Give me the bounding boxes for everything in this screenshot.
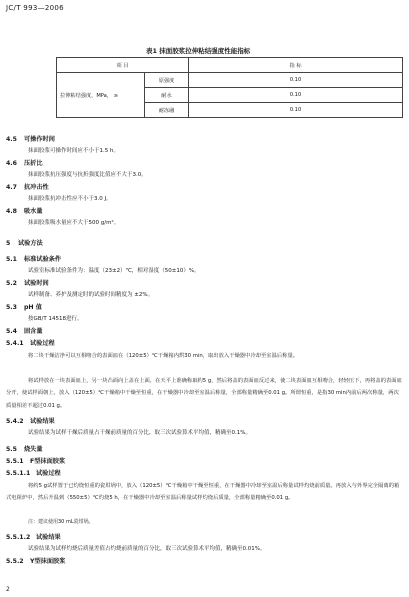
paragraph-5-4-1-b: 将试样放在一块表面皿上，另一块凸面向上盖在上面，在天平上准确称取约5 g，然后将盖的表面皿反过来，使二块表面皿互相吻合，轻轻压下，再将盖的表面皿分开，使试样面朝上，放入（120±5）℃干燥箱中干燥至恒重，在干燥器中冷却至室温后称量，全部称量精确至0.01 g。所谓恒重，是指30 min内前后两次称量，两次质量相差不超过0.01 g。 (6, 378, 402, 409)
section-heading-5-5-1-1: 5.5.1.1 试验过程 (6, 470, 61, 477)
table-cell-name: 耐冻融 (145, 103, 189, 118)
section-heading-5-5-1-2: 5.5.1.2 试验结果 (6, 534, 61, 541)
table-cell-value: 0.10 (189, 73, 403, 88)
section-body-5-1: 试验室标准试验条件为：温度（23±2）℃，相对湿度（50±10）%。 (28, 268, 200, 274)
section-body-4-5: 抹面胶浆可操作时间应不小于1.5 h。 (28, 148, 119, 154)
table-caption: 表1 抹面胶浆拉伸粘结强度性能指标 (146, 47, 251, 55)
table-header-index: 指 标 (189, 58, 403, 73)
section-heading-5-3: 5.3 pH 值 (6, 304, 42, 311)
section-heading-5-5-2: 5.5.2 Y型抹面胶浆 (6, 558, 66, 565)
table-row-label: 拉伸粘结强度，MPa， ≥ (57, 73, 145, 118)
section-heading-5-4-2: 5.4.2 试验结果 (6, 418, 55, 425)
section-heading-5-5-1: 5.5.1 F型抹面胶浆 (6, 458, 66, 465)
document-header: JC/T 993—2006 (6, 4, 64, 12)
section-heading-4-6: 4.6 压折比 (6, 160, 43, 167)
page-number: 2 (6, 586, 10, 593)
section-body-4-8: 抹面胶浆吸水量应不大于500 g/m²。 (28, 220, 120, 226)
property-table (56, 57, 403, 118)
table-header-row (57, 58, 403, 73)
section-heading-5-2: 5.2 试验时间 (6, 280, 49, 287)
table-cell-value: 0.10 (189, 88, 403, 103)
section-body-5-4-2: 试验结果为试样干燥后质量占干燥前质量的百分比，取三次试验算术平均值，精确至0.1%。 (28, 430, 251, 436)
table-cell-name: 原强度 (145, 73, 189, 88)
section-body-4-6: 抹面胶浆抗压强度与抗折强度比值应不大于3.0。 (28, 172, 147, 178)
section-heading-4-5: 4.5 可操作时间 (6, 136, 55, 143)
table-cell-name: 耐水 (145, 88, 189, 103)
section-body-5-2: 试样制备、养护及测定时的试验时间精度为 ±2%。 (28, 292, 154, 298)
section-heading-5-5: 5.5 烧失量 (6, 446, 43, 453)
section-heading-5-4-1: 5.4.1 试验过程 (6, 340, 55, 347)
section-body-5-5-1-2: 试验结果为试样灼烧后质量差值占灼烧前质量的百分比，取三次试验算术平均值，精确至0.01%。 (28, 546, 266, 552)
paragraph-5-4-1-a: 将二块干燥洁净可以互相吻合的表面皿在（120±5）℃干燥箱内烘30 min，取出放入干燥器中冷却至室温后称量。 (28, 353, 299, 359)
table-header-item: 项 目 (57, 58, 189, 73)
paragraph-5-5-1-1: 将约5 g试样置于已灼烧恒重的瓷坩埚中，放入（120±5）℃干燥箱中干燥至恒重，在干燥器中冷却至室温后称量试样灼烧前质量。再放入与外界完全隔离的箱式电阻炉中，然后升温到（550±5）℃灼烧5 h，在干燥器中冷却至室温后称量试样灼烧后质量，全部称量精确至0.01 g。 (6, 483, 400, 502)
table-cell-value: 0.10 (189, 103, 403, 118)
section-heading-5: 5 试验方法 (6, 240, 43, 247)
table-row (57, 73, 403, 88)
section-heading-5-4: 5.4 固含量 (6, 328, 43, 335)
section-heading-4-8: 4.8 吸水量 (6, 208, 43, 215)
section-body-4-7: 抹面胶浆抗冲击性应不小于3.0 J。 (28, 196, 112, 202)
note: 注：建议使用30 mL瓷坩埚。 (28, 519, 94, 525)
section-heading-4-7: 4.7 抗冲击性 (6, 184, 49, 191)
section-heading-5-1: 5.1 标准试验条件 (6, 256, 62, 263)
section-body-5-3: 按GB/T 14518进行。 (28, 316, 83, 322)
